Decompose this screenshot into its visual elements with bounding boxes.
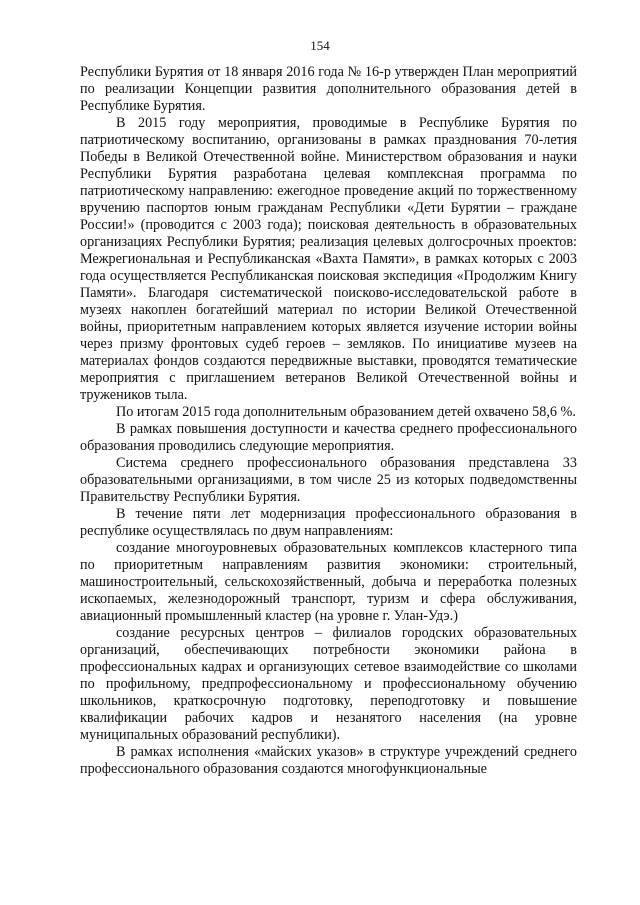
paragraph-coverage-2015: По итогам 2015 года дополнительным образованием детей охвачено 58,6 %. — [116, 404, 576, 420]
paragraph-vocational-quality: В рамках повышения доступности и качества среднего профессионального образования проводились следующие мероприятия. — [80, 421, 577, 454]
paragraph-vocational-system: Система среднего профессионального образования представлена 33 образовательными организациями, в том числе 25 из которых подведомственны Правительству Республики Бурятия. — [80, 455, 577, 505]
paragraph-cluster-complexes: создание многоуровневых образовательных комплексов кластерного типа по приоритетным направлениям развития экономики: строительный, машиностроительный, сельскохозяйственный, добыча и переработка полезных ископаемых, железнодорожный транспорт, туризм и сфера обслуживания, авиационный промышленный кластер (на уровне г. Улан-Удэ.) — [80, 540, 577, 624]
paragraph-may-decrees: В рамках исполнения «майских указов» в структуре учреждений среднего профессионального образования создаются многофункциональные — [80, 744, 577, 777]
body-text — [80, 64, 577, 778]
page-number: 154 — [310, 38, 330, 53]
paragraph-plan-continuation: Республики Бурятия от 18 января 2016 года № 16-р утвержден План мероприятий по реализации Концепции развития дополнительного образования детей в Республике Бурятия. — [80, 64, 577, 114]
paragraph-modernization: В течение пяти лет модернизация профессионального образования в республике осуществлялась по двум направлениям: — [80, 506, 577, 539]
paragraph-resource-centers: создание ресурсных центров – филиалов городских образовательных организаций, обеспечивающих потребности экономики района в профессиональных кадрах и организующих сетевое взаимодействие со школами по профильному, предпрофессиональному и профессиональному обучению школьников, краткосрочную подготовку, переподготовку и повышение квалификации рабочих кадров и незанятого населения (на уровне муниципальных образований республики). — [80, 625, 577, 743]
paragraph-patriotic-education: В 2015 году мероприятия, проводимые в Республике Бурятия по патриотическому воспитанию, организованы в рамках празднования 70-летия Победы в Великой Отечественной войне. Министерством образования и науки Республики Бурятия разработана целевая комплексная программа по патриотическому направлению: ежегодное проведение акций по торжественному вручению паспортов юным гражданам Республики «Дети Бурятии – граждане России!» (проводится с 2003 года); поисковая деятельность в образовательных организациях Республики Бурятия; реализация целевых долгосрочных проектов: Межрегиональная и Республиканская «Вахта Памяти», в рамках которых с 2003 года осуществляется Республиканская поисковая экспедиция «Продолжим Книгу Памяти». Благодаря систематической поисково-исследовательской работе в музеях накоплен богатейший материал по истории Великой Отечественной войны, приоритетным направлением которых является изучение истории войны через призму фронтовых судеб героев – земляков. По инициативе музеев на материалах фондов создаются передвижные выставки, проводятся тематические мероприятия с приглашением ветеранов Великой Отечественной войны и тружеников тыла. — [80, 115, 577, 403]
